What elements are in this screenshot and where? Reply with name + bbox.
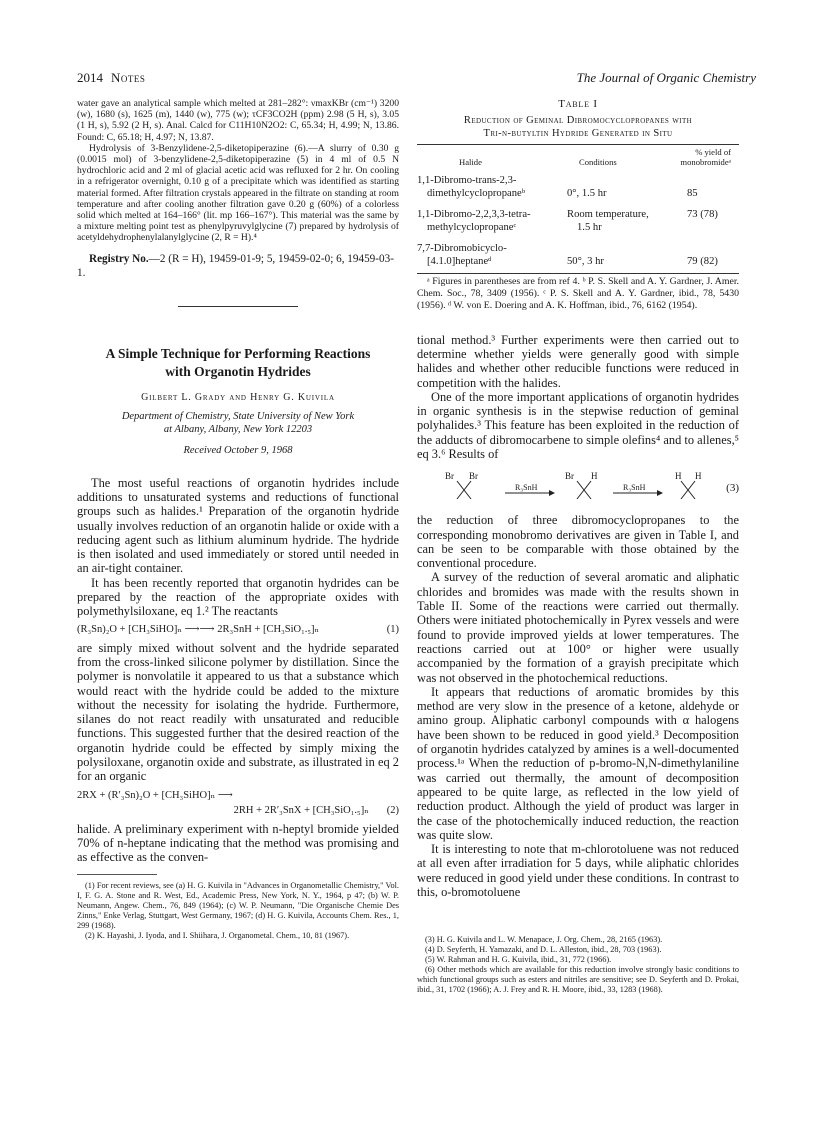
body-paragraph: It has been recently reported that organotin hydrides can be prepared by the reaction of the appropriate oxides with polymethylsiloxane, eq 1.² The reactants (77, 575, 399, 619)
left-column (77, 98, 399, 941)
col-header-halide: Halide (459, 157, 482, 167)
body-paragraph: It is interesting to note that m-chlorotoluene was not reduced at all even after irradiation for 5 days, while aliphatic chlorides were reduced in good yield under these conditions. In contrast to this, o-bromotoluene (417, 842, 739, 899)
substituent-label: Br (565, 471, 574, 482)
col-header-conditions: Conditions (579, 157, 617, 167)
table-title (417, 114, 739, 140)
article-title-line: A Simple Technique for Performing Reactions (105, 345, 371, 361)
footnotes-left (77, 881, 399, 941)
article-title-line: with Organotin Hydrides (165, 363, 311, 379)
arrow-label: R₃SnH (515, 483, 538, 493)
right-column (417, 98, 739, 995)
article-body-left (77, 476, 399, 865)
footnote: (6) Other methods which are available for this reduction involve strongly basic conditions to which functional groups such as esters and nitriles are sensitive; see D. Seyferth and D. Prokai, ibid., 31, 1702 (1966); A. J. Frey and R. H. Moore, ibid., 33, 1283 (1968). (417, 965, 739, 995)
cell-halide: dimethylcyclopropaneᵇ (427, 188, 526, 199)
reaction-scheme-drawing (417, 467, 739, 507)
article-title (77, 345, 399, 381)
cell-yield: 79 (82) (687, 256, 718, 267)
received-date: Received October 9, 1968 (183, 444, 293, 456)
cell-conditions: 50°, 3 hr (567, 256, 604, 267)
col-header-yield-line: % yield of (695, 147, 731, 157)
table-title-line: Reduction of Geminal Dibromocyclopropanes with (463, 115, 693, 126)
equation-2 (77, 788, 399, 818)
cell-halide: methylcyclopropaneᶜ (427, 222, 517, 233)
cell-halide: 1,1-Dibromo-2,2,3,3-tetra- (417, 209, 531, 220)
cell-halide: [4.1.0]heptaneᵈ (427, 256, 492, 267)
equation-number: (3) (726, 482, 739, 495)
equation-number: (2) (386, 804, 399, 816)
table-label: Table I (558, 98, 598, 110)
substituent-label: Br (469, 471, 478, 482)
col-header-yield (667, 145, 739, 169)
affiliation-line: Department of Chemistry, State University of New York (121, 410, 355, 422)
substituent-label: Br (445, 471, 454, 482)
table-title-line: Tri-n-butyltin Hydride Generated in Situ (483, 128, 673, 139)
equation-line: 2RX + (R′₃Sn)₂O + [CH₃SiHO]ₙ ⟶ (77, 789, 233, 801)
table-header-row (417, 145, 739, 169)
equation-1 (77, 623, 399, 637)
body-paragraph: A survey of the reduction of several aromatic and aliphatic chlorides and bromides was made with the results shown in Table II. Some of the reactions were carried out thermally. Others were initiated photochemically in Pyrex vessels and were found to provide improved yields at lower temperatures. The reactions carried out at 100° or higher were usually accompanied by the formation of a grayish precipitate which was not observed in the photochemical reductions. (417, 570, 739, 685)
cell-conditions: 0°, 1.5 hr (567, 188, 607, 199)
equation-line: 2RH + 2R′₃SnX + [CH₃SiO₁.₅]ₙ (233, 804, 369, 816)
col-header-yield-line: monobromideᵃ (680, 157, 731, 167)
experimental-paragraph: water gave an analytical sample which melted at 281–282°: νmaxKBr (cm⁻¹) 3200 (w), 1680 (s), 1625 (m), 1440 (w), 775 (w); τCF3CO2H (ppm) 2.98 (5 H, s), 3.05 (1 H, s), 5.92 (2 H, s). Anal. Calcd for C11H10N2O2: C, 65.34; H, 4.99; N, 13.86. Found: C, 65.18; H, 4.97; N, 13.87. (77, 98, 399, 143)
cell-halide: 1,1-Dibromo-trans-2,3- (417, 175, 517, 186)
experimental-section (77, 98, 399, 244)
article-separator (178, 306, 298, 307)
cell-conditions: 1.5 hr (577, 222, 602, 233)
footnote: (5) W. Rahman and H. G. Kuivila, ibid., 31, 772 (1966). (425, 955, 612, 965)
cell-halide: 7,7-Dibromobicyclo- (417, 243, 507, 254)
body-paragraph: One of the more important applications of organotin hydrides in organic synthesis is in the stepwise reduction of geminal polyhalides.³ This feature has been exploited in the reduction of the adducts of dibromocarbene to simple olefins⁴ and to allenes,⁵ eq 3.⁶ Results of (417, 389, 739, 461)
footnote: (2) K. Hayashi, J. Iyoda, and I. Shiihara, J. Organometal. Chem., 10, 81 (1967). (85, 931, 350, 941)
footnote: (4) D. Seyferth, H. Yamazaki, and D. L. Alleston, ibid., 28, 703 (1963). (425, 945, 662, 955)
body-paragraph: halide. A preliminary experiment with n-heptyl bromide yielded 70% of n-heptane indicating that the method was promising and as effective as the conven- (77, 821, 399, 865)
body-paragraph: the reduction of three dibromocyclopropanes to the corresponding monobromo derivatives are given in Table I, and can be seen to be comparable with those obtained by the conventional procedure. (417, 513, 739, 571)
affiliation-line: at Albany, Albany, New York 12203 (163, 423, 313, 435)
registry-text: —2 (R = H), 19459-01-9; 5, 19459-02-0; 6, 19459-03-1. (77, 252, 394, 279)
footnote: (1) For recent reviews, see (a) H. G. Kuivila in "Advances in Organometallic Chemistry," Vol. I, F. G. A. Stone and R. West, Ed., Academic Press, New York, N. Y., 1964, p 47; (b) W. P. Neumann, Angew. Chem., 76, 849 (1964); (c) W. P. Neumann, "Die Organische Chemie Des Zinns," Enke Verlag, Stuttgart, West Germany, 1967; (d) H. G. Kuivila, Accounts Chem. Res., 1, 299 (1968). (77, 881, 399, 931)
page-number: 2014 (77, 70, 103, 85)
article-body-right (417, 333, 739, 900)
cell-conditions: Room temperature, (567, 209, 649, 220)
registry-label: Registry No. (89, 252, 149, 265)
table-rule (417, 273, 739, 274)
body-paragraph: The most useful reactions of organotin hydrides include additions to unsaturated systems and reductions of functional groups such as halides.¹ Preparation of the organotin hydride usually involves reduction of an organotin halide or oxide with a reducing agent such as lithium aluminum hydride. The hydride is then isolated and used immediately or stored until needed in an air-tight container. (77, 475, 399, 576)
footnote-rule (77, 874, 157, 875)
substituent-label: H (591, 471, 598, 482)
running-header-left (77, 70, 145, 86)
substituent-label: H (695, 471, 702, 482)
table-1 (417, 145, 739, 271)
registry-numbers (77, 252, 399, 280)
table-row (417, 203, 739, 237)
body-paragraph: tional method.³ Further experiments were then carried out to determine whether yields were generally good with simple halides and whether other reducible functions were reduced in competition with the halides. (417, 332, 739, 390)
table-notes: ᵃ Figures in parentheses are from ref 4. ᵇ P. S. Skell and A. Y. Gardner, J. Amer. Chem. Soc., 78, 3409 (1956). ᶜ P. S. Skell and A. Y. Gardner, ibid., 78, 5430 (1956). ᵈ W. von E. Doering and A. K. Hoffman, ibid., 76, 6162 (1954). (417, 276, 739, 312)
table-row (417, 237, 739, 271)
equation-number: (1) (386, 623, 399, 635)
section-name: Notes (111, 70, 146, 85)
footnote: (3) H. G. Kuivila and L. W. Menapace, J. Org. Chem., 28, 2165 (1963). (425, 935, 663, 945)
reaction-scheme-3 (417, 467, 739, 507)
body-paragraph: are simply mixed without solvent and the hydride separated from the cross-linked silicone polymer by distillation. Since the polymer is nonvolatile it appeared to us that a substance which would react with the hydride could be added to the mixture without the necessity for isolating the hydride. Furthermore, silanes do not react readily with unsaturated and reducible functions. This suggested further that the desired reaction of the organotin hydride could be effected by simply mixing the polysiloxane, organotin oxide and substrate, as illustrated in eq 2 for an organic (77, 640, 399, 784)
journal-name: The Journal of Organic Chemistry (576, 70, 756, 85)
substituent-label: H (675, 471, 682, 482)
authors: Gilbert L. Grady and Henry G. Kuivila (141, 391, 335, 403)
affiliation (77, 410, 399, 436)
table-row (417, 169, 739, 203)
equation-text: (R₃Sn)₂O + [CH₃SiHO]ₙ ⟶⟶ 2R₃SnH + [CH₃SiO₁.₅]ₙ (77, 623, 320, 635)
cell-yield: 85 (687, 188, 698, 199)
experimental-paragraph: Hydrolysis of 3-Benzylidene-2,5-diketopiperazine (6).—A slurry of 0.30 g (0.0015 mol) of 3-benzylidene-2,5-diketopiperazine (5) in 4 ml of 0.5 N hydrochloric acid and 2 ml of glacial acetic acid was refluxed for 2 hr. On cooling in a refrigerator overnight, 0.10 g of a precipitate which was identified as starting material formed. After filtration crystals appeared in the filtrate on standing at room temperature and after cooling another filtration gave 0.20 g (60%) of a colorless solid which melted at 164–166° (lit. mp 166–167°). This material was the same by a mixture melting point test as phenylpyruvylglycine (7) prepared by hydrolysis of acetyldehydrophenylalanylglycine (2, R = H).⁴ (77, 142, 399, 244)
footnotes-right (417, 935, 739, 995)
body-paragraph: It appears that reductions of aromatic bromides by this method are very slow in the presence of a ketone, aldehyde or amino group. Aliphatic carbonyl compounds with α halogens have been shown to be reduced in good yield.³ Decomposition of organotin hydrides catalyzed by amines is a well-documented process.¹ᵃ When the reduction of p-bromo-N,N-dimethylaniline was carried out thermally, the amount of decomposition appeared to be quite large, as reflected in the low yield of reduction product. Although the yield of product was larger in the case of the photochemically induced reduction, the reaction was quite slow. (417, 684, 739, 842)
arrow-label: R₃SnH (623, 483, 646, 493)
cell-yield: 73 (78) (687, 209, 718, 220)
